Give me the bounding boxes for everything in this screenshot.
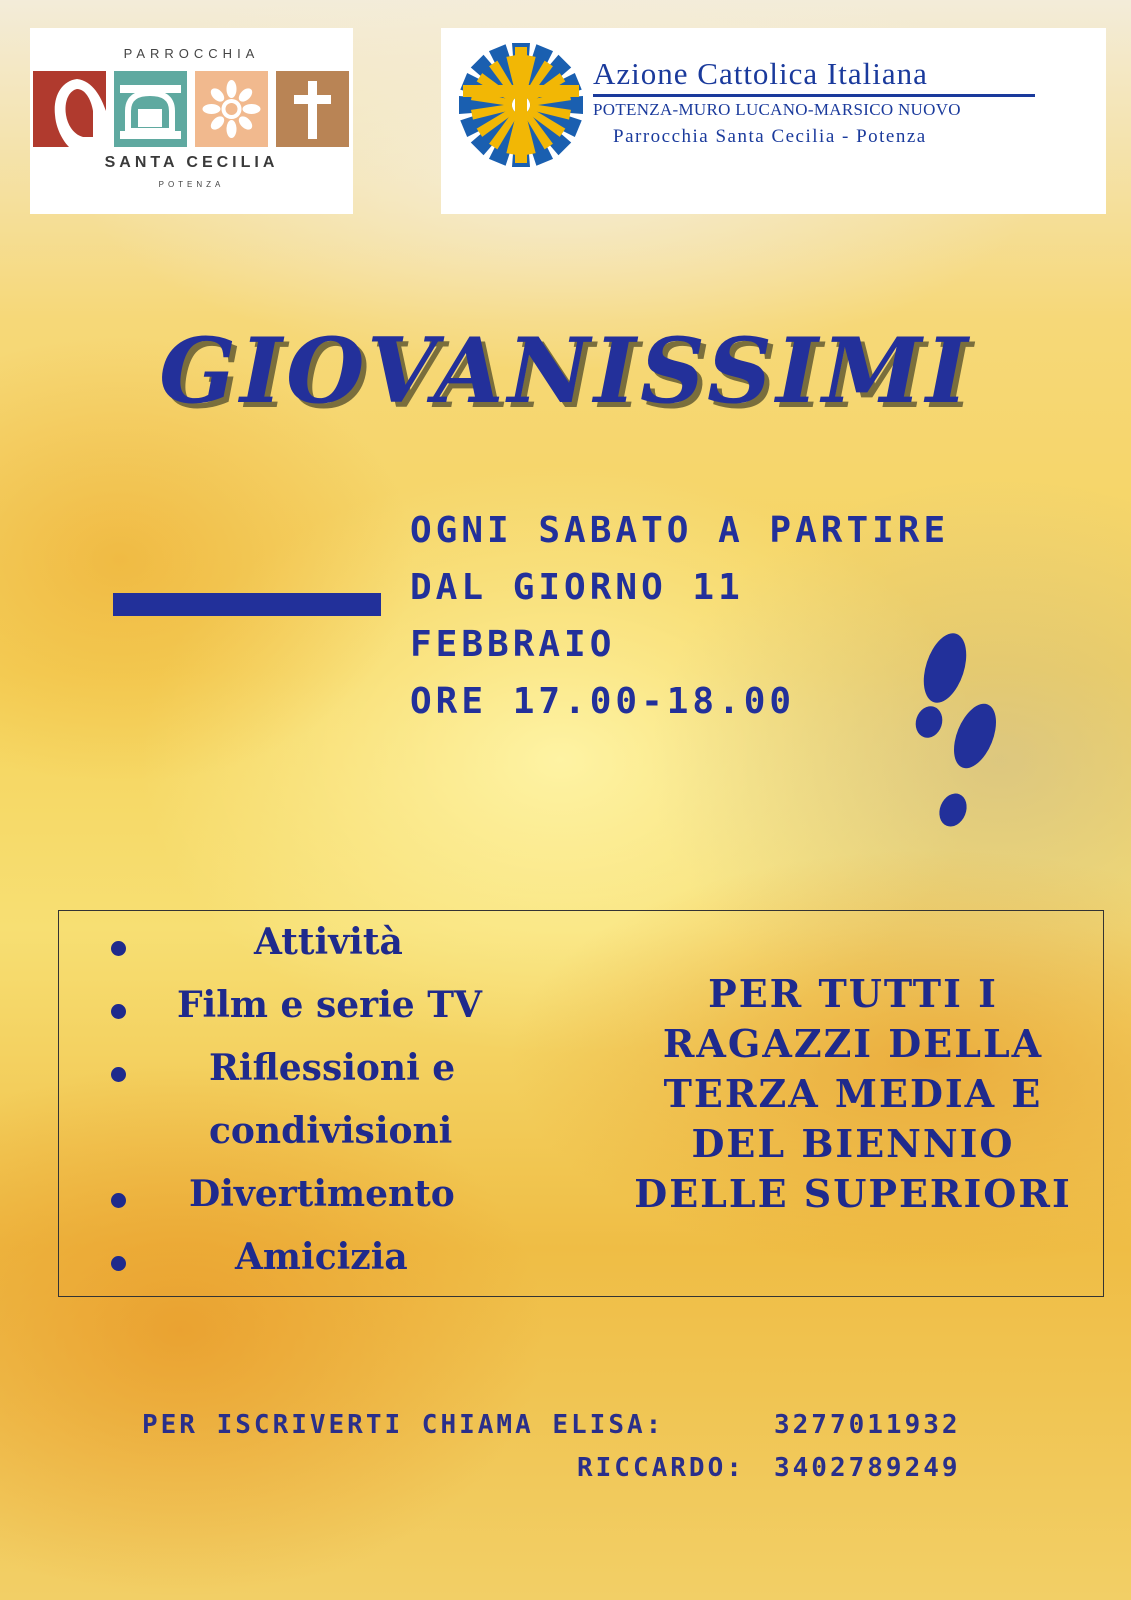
azione-cattolica-logo (441, 28, 1106, 214)
activity-item: Film e serie TV (177, 984, 482, 1026)
ac-divider (593, 94, 1035, 97)
parrocchia-name: SANTA CECILIA (104, 154, 279, 171)
target-line: RAGAZZI DELLA (662, 1021, 1044, 1066)
bullet-icon (111, 941, 126, 956)
target-line: DEL BIENNIO (691, 1121, 1015, 1166)
dome-icon (114, 71, 187, 147)
target-line: PER TUTTI I (708, 971, 998, 1016)
bullet-icon (111, 1067, 126, 1082)
contact-phone-riccardo[interactable]: 3402789249 (774, 1453, 961, 1483)
contact-phone-elisa[interactable]: 3277011932 (774, 1410, 961, 1440)
parrocchia-logo (30, 28, 353, 214)
info-box (58, 910, 1104, 1297)
target-line: DELLE SUPERIORI (634, 1171, 1072, 1216)
bullet-icon (111, 1004, 126, 1019)
ac-diocese: POTENZA-MURO LUCANO-MARSICO NUOVO (593, 100, 961, 119)
parrocchia-city: POTENZA (158, 180, 225, 189)
activity-item: condivisioni (209, 1110, 453, 1152)
accent-bar (113, 593, 381, 616)
contact-intro: PER ISCRIVERTI CHIAMA ELISA: (142, 1410, 665, 1440)
madonna-icon (33, 71, 106, 147)
activity-item: Attività (254, 921, 403, 963)
activity-item: Divertimento (189, 1173, 455, 1215)
ac-sun-cross-icon (457, 41, 585, 173)
cross-icon (276, 71, 349, 147)
schedule-line: DAL GIORNO 11 (410, 567, 744, 608)
target-line: TERZA MEDIA E (663, 1071, 1043, 1116)
activity-item: Amicizia (235, 1236, 408, 1278)
ac-parish: Parrocchia Santa Cecilia - Potenza (613, 126, 927, 147)
ac-title: Azione Cattolica Italiana (593, 56, 928, 91)
schedule-line: FEBBRAIO (410, 624, 616, 665)
footprints-icon (905, 628, 1015, 842)
page-title: GIOVANISSIMI (159, 318, 972, 424)
bullet-icon (111, 1256, 126, 1271)
rosette-icon (195, 71, 268, 147)
parrocchia-label: PARROCCHIA (123, 46, 260, 61)
schedule-line: ORE 17.00-18.00 (410, 681, 796, 722)
activity-item: Riflessioni e (209, 1047, 456, 1089)
contact-label-riccardo: RICCARDO: (577, 1453, 745, 1483)
bullet-icon (111, 1193, 126, 1208)
schedule-line: OGNI SABATO A PARTIRE (410, 510, 950, 551)
